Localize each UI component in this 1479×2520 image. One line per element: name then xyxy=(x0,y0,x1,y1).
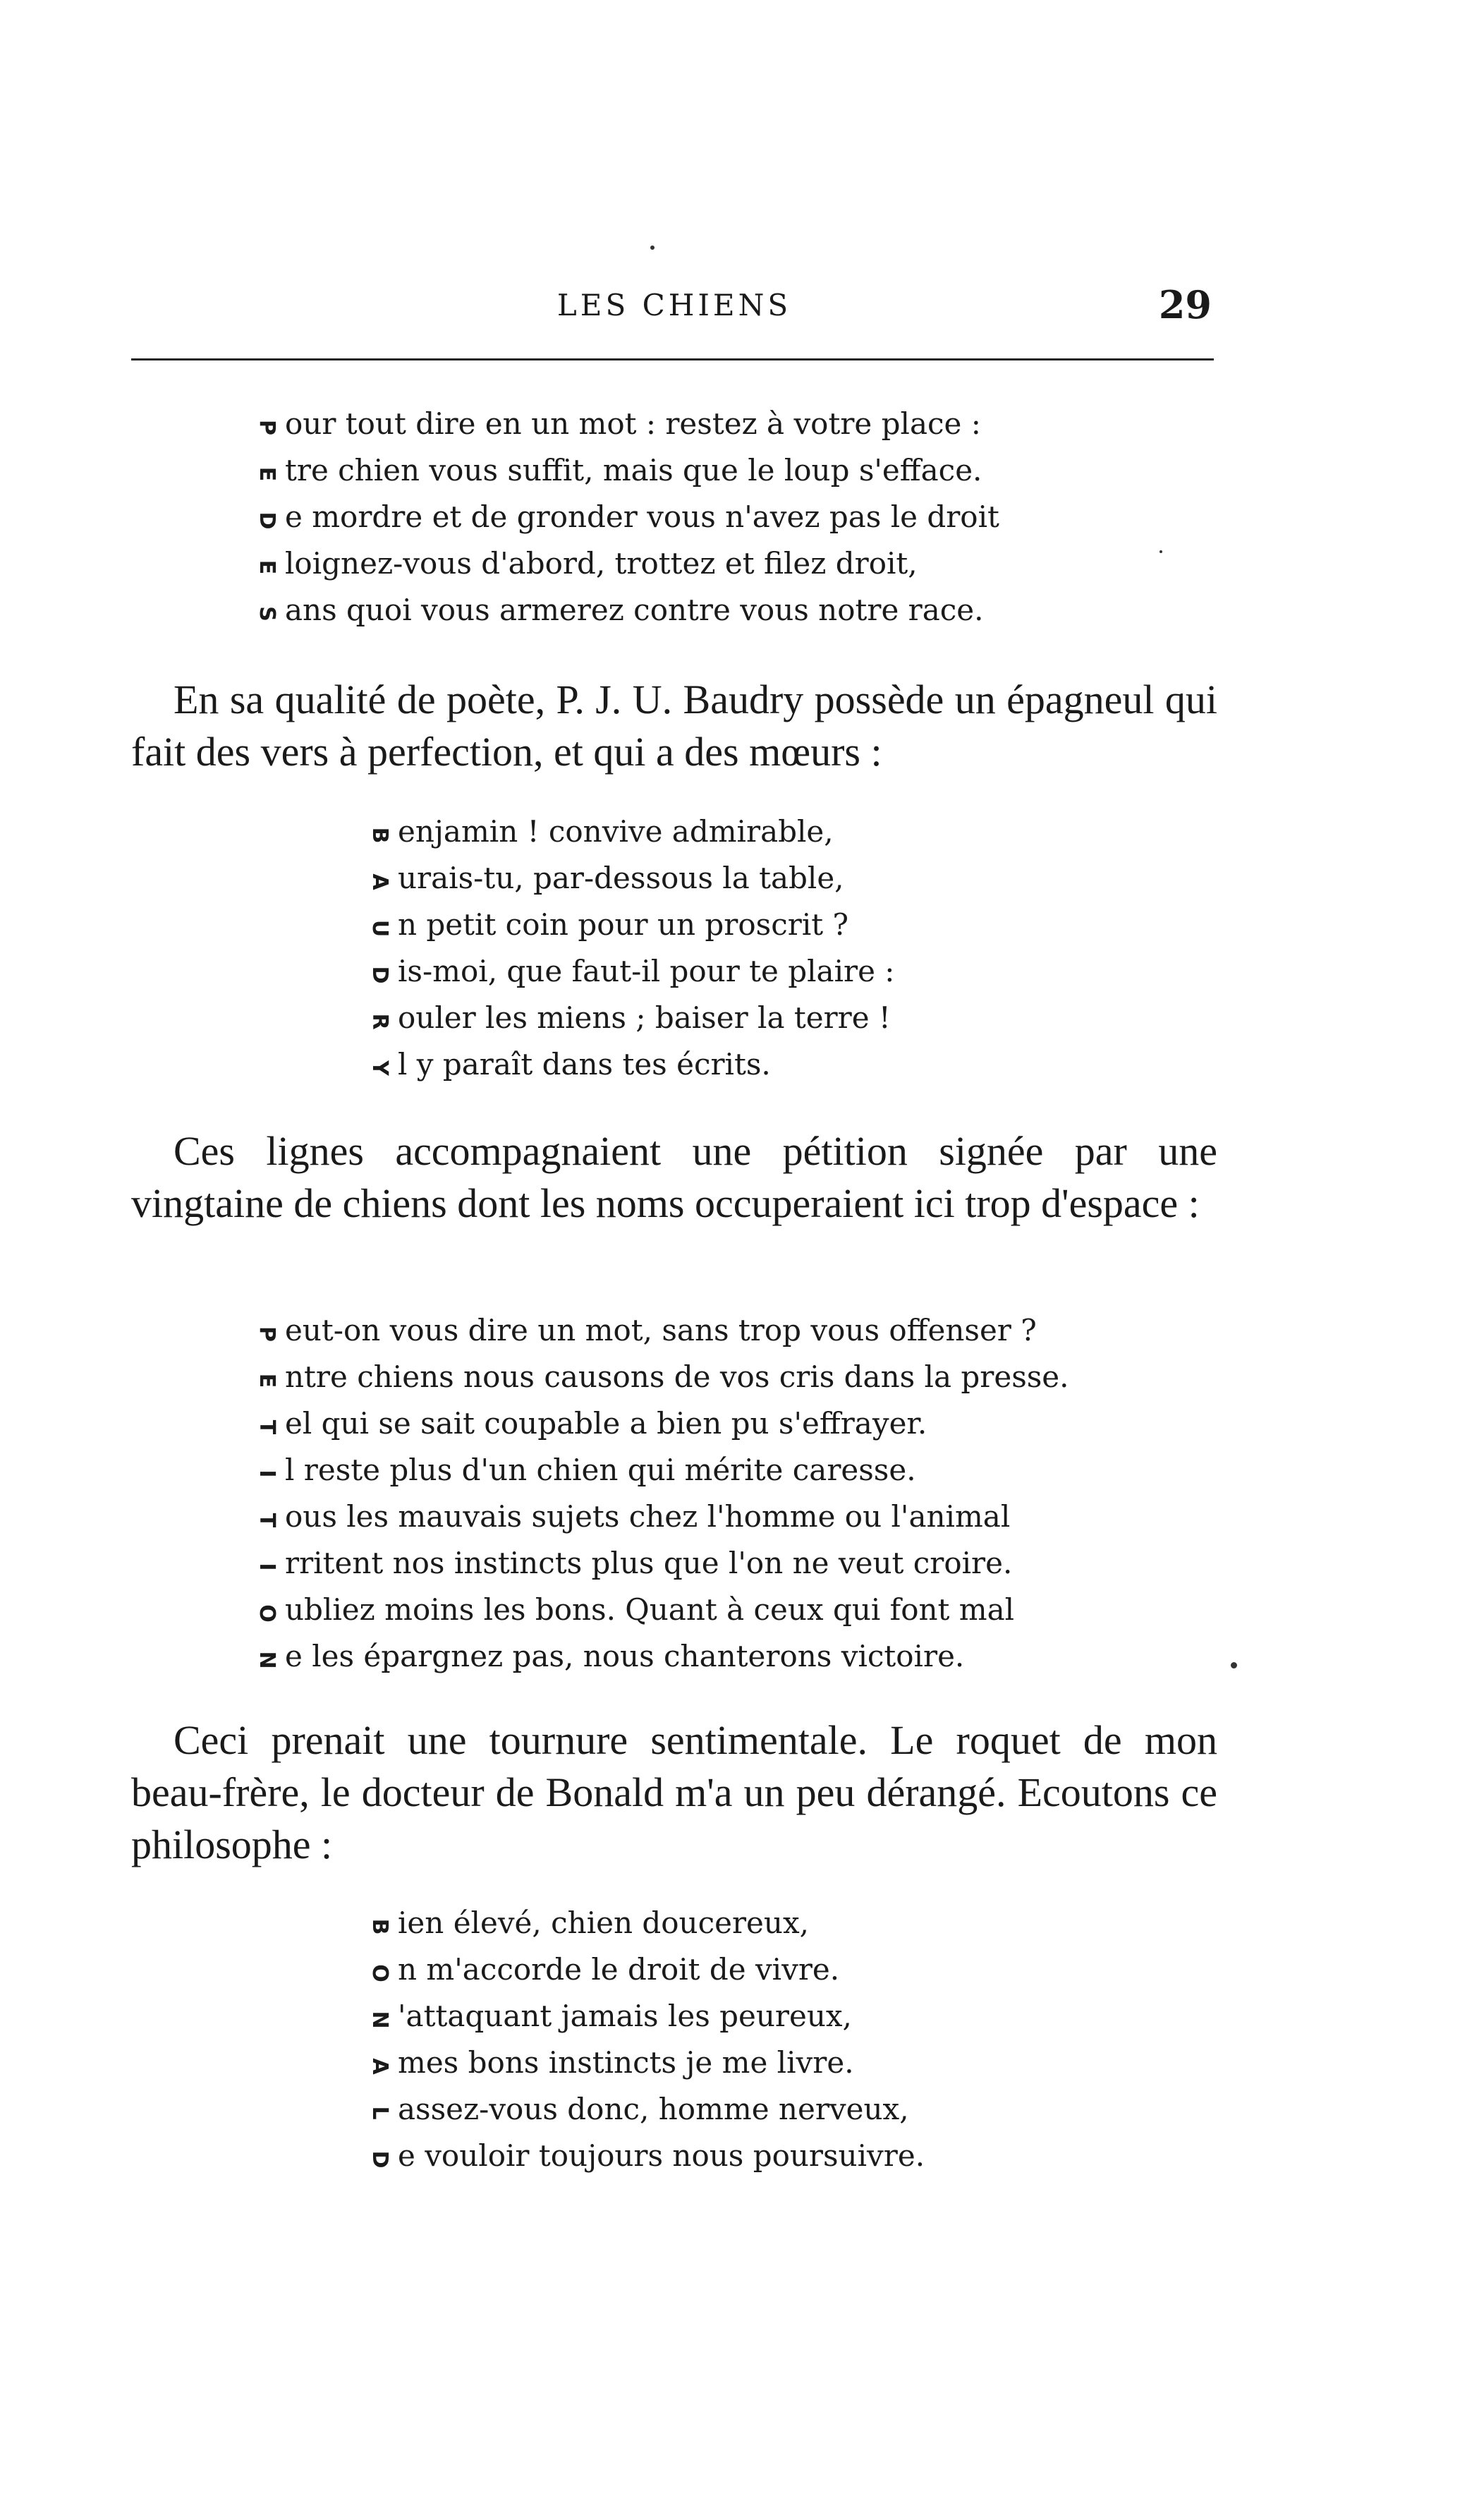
poem-line-text: mes bons instincts je me livre. xyxy=(398,2045,854,2080)
acrostic-initial: D xyxy=(255,511,279,530)
page-header xyxy=(131,282,1217,332)
acrostic-initial: P xyxy=(255,1326,279,1342)
poem-line xyxy=(254,447,999,494)
poem-line-text: ubliez moins les bons. Quant à ceux qui font mal xyxy=(285,1592,1015,1627)
poem-line-text: rritent nos instincts plus que l'on ne veut croire. xyxy=(285,1546,1013,1580)
poem-line-text: ntre chiens nous causons de vos cris dans la presse. xyxy=(285,1359,1069,1394)
poem-line-text: eut-on vous dire un mot, sans trop vous offenser ? xyxy=(285,1313,1037,1347)
acrostic-initial: U xyxy=(367,919,392,938)
poem-line-text: our tout dire en un mot : restez à votre place : xyxy=(285,406,981,441)
acrostic-initial: R xyxy=(367,1013,392,1030)
poem-line-text: 'attaquant jamais les peureux, xyxy=(398,1999,852,2033)
poem-line-text: is-moi, que faut-il pour te plaire : xyxy=(398,954,895,988)
acrostic-initial: T xyxy=(255,1419,279,1435)
poem-line-text: ans quoi vous armerez contre vous notre race. xyxy=(285,593,984,627)
acrostic-initial: E xyxy=(255,466,279,482)
poem-line-text: ouler les miens ; baiser la terre ! xyxy=(398,1000,891,1035)
acrostic-initial: P xyxy=(255,420,279,435)
poem-line-text: assez-vous donc, homme nerveux, xyxy=(398,2092,909,2126)
acrostic-initial: O xyxy=(367,1964,392,1982)
acrostic-initial: D xyxy=(367,2150,392,2169)
poem-line-text: l reste plus d'un chien qui mérite caresse. xyxy=(285,1453,916,1487)
poem-line-text: n petit coin pour un proscrit ? xyxy=(398,907,849,942)
poem-line xyxy=(367,1993,925,2040)
poem-line xyxy=(254,1587,1069,1633)
poem-line xyxy=(254,1354,1069,1400)
acrostic-initial: E xyxy=(255,559,279,575)
acrostic-initial: E xyxy=(255,1373,279,1388)
poem-line-text: l y paraît dans tes écrits. xyxy=(398,1047,771,1082)
acrostic-initial: D xyxy=(367,966,392,984)
poem-line xyxy=(367,1041,894,1088)
poem-line-text: ien élevé, chien doucereux, xyxy=(398,1906,809,1940)
page-number: 29 xyxy=(1158,282,1212,327)
poem-line xyxy=(367,1900,925,1946)
poem-line xyxy=(254,494,999,540)
poem-line-text: urais-tu, par-dessous la table, xyxy=(398,861,844,895)
poem-line xyxy=(254,1307,1069,1354)
poem-line xyxy=(254,1400,1069,1447)
header-rule xyxy=(131,358,1214,361)
acrostic-initial: Y xyxy=(367,1060,392,1076)
acrostic-initial: O xyxy=(255,1604,279,1623)
poem-line-text: enjamin ! convive admirable, xyxy=(398,814,834,849)
acrostic-poem-1 xyxy=(254,401,999,634)
poem-line-text: e vouloir toujours nous poursuivre. xyxy=(398,2138,925,2173)
acrostic-initial: I xyxy=(255,1470,279,1478)
poem-line xyxy=(367,2040,925,2086)
poem-line-text: n m'accorde le droit de vivre. xyxy=(398,1952,840,1987)
poem-line xyxy=(367,2133,925,2179)
acrostic-initial: A xyxy=(367,2058,392,2075)
paragraph-2: Ces lignes accompagnaient une pétition signée par une vingtaine de chiens dont les noms occuperaient ici trop d'espace : xyxy=(131,1128,1217,1226)
paragraph-1: En sa qualité de poète, P. J. U. Baudry possède un épagneul qui fait des vers à perfection, et qui a des mœurs : xyxy=(131,677,1217,775)
poem-line xyxy=(367,948,894,995)
poem-line xyxy=(254,540,999,587)
poem-line-text: tre chien vous suffit, mais que le loup s'efface. xyxy=(285,453,982,487)
acrostic-initial: T xyxy=(255,1513,279,1528)
poem-line xyxy=(367,808,894,855)
poem-line xyxy=(254,1633,1069,1680)
poem-line xyxy=(254,587,999,634)
poem-line xyxy=(367,995,894,1041)
scan-speck xyxy=(650,246,655,250)
poem-line-text: e mordre et de gronder vous n'avez pas le droit xyxy=(285,499,999,534)
poem-line-text: loignez-vous d'abord, trottez et filez droit, xyxy=(285,546,918,581)
scan-speck xyxy=(1160,550,1162,553)
poem-line xyxy=(254,1540,1069,1587)
acrostic-poem-2 xyxy=(367,808,894,1088)
acrostic-initial: N xyxy=(255,1651,279,1669)
acrostic-initial: N xyxy=(367,2011,392,2029)
acrostic-initial: A xyxy=(367,873,392,890)
acrostic-poem-3 xyxy=(254,1307,1069,1680)
poem-line xyxy=(367,902,894,948)
scan-speck xyxy=(1231,1662,1237,1668)
paragraph-3: Ceci prenait une tournure sentimentale. Le roquet de mon beau-frère, le docteur de Bonald m'a un peu dérangé. Ecoutons ce philosophe : xyxy=(131,1717,1217,1867)
acrostic-initial: L xyxy=(367,2106,392,2120)
poem-line xyxy=(367,1946,925,1993)
acrostic-initial: S xyxy=(255,606,279,622)
running-title: LES CHIENS xyxy=(556,288,792,322)
poem-line-text: ous les mauvais sujets chez l'homme ou l'animal xyxy=(285,1499,1011,1534)
acrostic-initial: B xyxy=(367,827,392,844)
poem-line xyxy=(367,855,894,902)
acrostic-poem-4 xyxy=(367,1900,925,2179)
poem-line xyxy=(254,401,999,447)
poem-line xyxy=(254,1447,1069,1494)
poem-line xyxy=(367,2086,925,2133)
acrostic-initial: I xyxy=(255,1563,279,1571)
poem-line-text: e les épargnez pas, nous chanterons victoire. xyxy=(285,1639,965,1673)
poem-line-text: el qui se sait coupable a bien pu s'effrayer. xyxy=(285,1406,927,1441)
acrostic-initial: B xyxy=(367,1918,392,1935)
poem-line xyxy=(254,1494,1069,1540)
